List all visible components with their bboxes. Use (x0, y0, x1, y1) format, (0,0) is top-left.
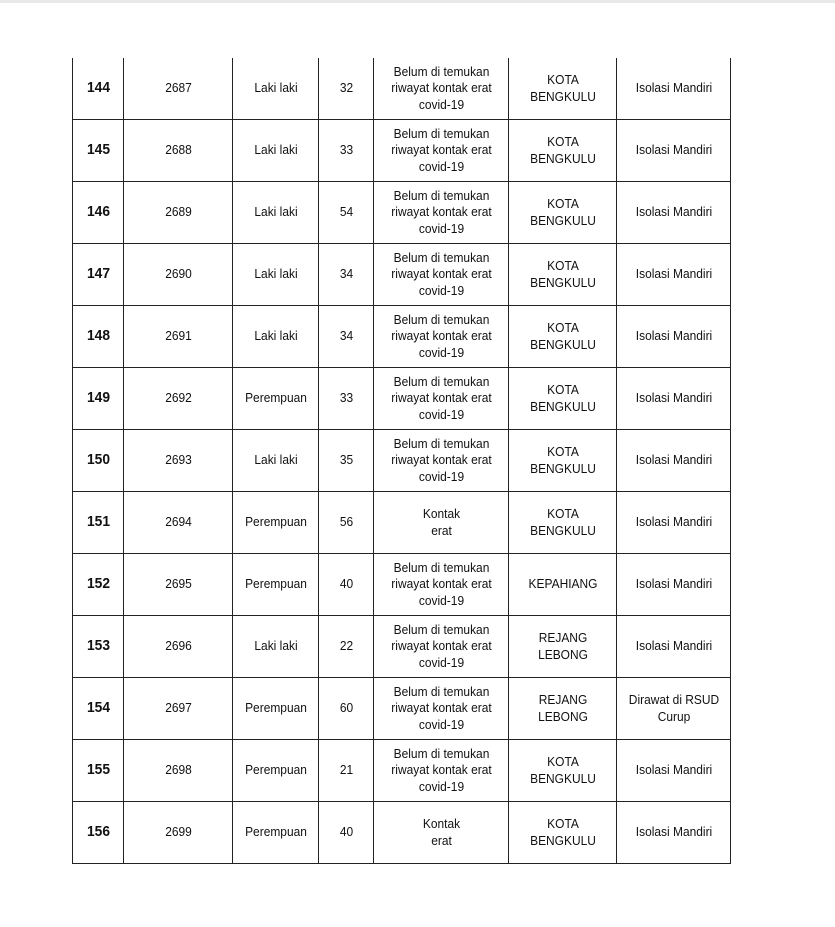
age-cell: 32 (321, 58, 372, 120)
region-cell (513, 554, 612, 616)
age-cell: 40 (321, 554, 372, 616)
case-table (72, 58, 731, 864)
region-cell-line: KOTA (546, 816, 579, 831)
region-cell (513, 306, 612, 368)
history-cell-line: riwayat kontak erat (390, 204, 492, 220)
history-cell (379, 678, 503, 740)
table-row (73, 492, 731, 554)
case-number-cell: 150 (75, 430, 122, 492)
region-cell-line: BENGKULU (529, 770, 596, 786)
status-cell-line: Isolasi Mandiri (635, 266, 712, 282)
case-id-cell: 2688 (128, 120, 228, 182)
history-cell (379, 120, 503, 182)
history-cell-line: riwayat kontak erat (390, 142, 492, 158)
gender-cell: Perempuan (236, 368, 315, 430)
region-cell-line: KOTA (546, 754, 579, 769)
history-cell-line: covid-19 (418, 592, 464, 608)
table-row (73, 182, 731, 244)
history-cell-line: Belum di temukan (393, 745, 489, 761)
region-cell-line: LEBONG (537, 646, 588, 662)
region-cell (513, 678, 612, 740)
region-cell-line: REJANG (538, 692, 587, 707)
case-number-cell: 152 (75, 554, 122, 616)
status-cell-line: Isolasi Mandiri (635, 452, 712, 468)
history-cell-line: riwayat kontak erat (390, 700, 492, 716)
status-cell (621, 120, 726, 182)
history-cell (379, 58, 503, 120)
region-cell-line: BENGKULU (529, 522, 596, 538)
region-cell (513, 182, 612, 244)
history-cell-line: riwayat kontak erat (390, 638, 492, 654)
case-number-cell: 151 (75, 492, 122, 554)
gender-cell: Laki laki (236, 306, 315, 368)
history-cell-line: Belum di temukan (393, 187, 489, 203)
page-top-band (0, 0, 835, 3)
history-cell (379, 430, 503, 492)
gender-cell: Laki laki (236, 58, 315, 120)
case-id-cell: 2691 (128, 306, 228, 368)
region-cell-line: BENGKULU (529, 212, 596, 228)
region-cell (513, 802, 612, 864)
gender-cell: Laki laki (236, 244, 315, 306)
case-id-cell: 2696 (128, 616, 228, 678)
history-cell-line: Belum di temukan (393, 249, 489, 265)
case-id-cell: 2692 (128, 368, 228, 430)
age-cell: 54 (321, 182, 372, 244)
history-cell (379, 616, 503, 678)
region-cell (513, 616, 612, 678)
history-cell-line: Belum di temukan (393, 621, 489, 637)
region-cell (513, 244, 612, 306)
case-id-cell: 2693 (128, 430, 228, 492)
status-cell-line: Isolasi Mandiri (635, 328, 712, 344)
history-cell (379, 740, 503, 802)
history-cell (379, 368, 503, 430)
region-cell (513, 120, 612, 182)
region-cell-line: KOTA (546, 134, 579, 149)
status-cell (621, 306, 726, 368)
history-cell-line: Belum di temukan (393, 435, 489, 451)
status-cell-line: Isolasi Mandiri (635, 80, 712, 96)
table-row (73, 554, 731, 616)
case-id-cell: 2698 (128, 740, 228, 802)
gender-cell: Perempuan (236, 554, 315, 616)
age-cell: 34 (321, 306, 372, 368)
status-cell-line: Isolasi Mandiri (635, 576, 712, 592)
history-cell-line: riwayat kontak erat (390, 390, 492, 406)
case-table-body (73, 58, 731, 864)
region-cell-line: KOTA (546, 382, 579, 397)
gender-cell: Laki laki (236, 616, 315, 678)
age-cell: 33 (321, 120, 372, 182)
history-cell-line: covid-19 (418, 96, 464, 112)
history-cell (379, 244, 503, 306)
status-cell-line: Isolasi Mandiri (635, 514, 712, 530)
gender-cell: Laki laki (236, 182, 315, 244)
table-row (73, 306, 731, 368)
table-row (73, 58, 731, 120)
gender-cell: Laki laki (236, 430, 315, 492)
table-row (73, 802, 731, 864)
region-cell-line: REJANG (538, 630, 587, 645)
status-cell-line: Curup (657, 708, 690, 724)
status-cell (621, 182, 726, 244)
region-cell-line: BENGKULU (529, 832, 596, 848)
history-cell-line: erat (430, 832, 452, 848)
case-number-cell: 146 (75, 182, 122, 244)
history-cell-line: covid-19 (418, 344, 464, 360)
history-cell-line: Kontak (422, 816, 460, 831)
history-cell-line: Belum di temukan (393, 373, 489, 389)
age-cell: 33 (321, 368, 372, 430)
history-cell-line: Belum di temukan (393, 683, 489, 699)
case-number-cell: 155 (75, 740, 122, 802)
history-cell-line: covid-19 (418, 716, 464, 732)
region-cell-line: BENGKULU (529, 274, 596, 290)
history-cell-line: covid-19 (418, 406, 464, 422)
status-cell-line: Isolasi Mandiri (635, 390, 712, 406)
case-number-cell: 144 (75, 58, 122, 120)
status-cell (621, 802, 726, 864)
region-cell-line: BENGKULU (529, 88, 596, 104)
status-cell-line: Dirawat di RSUD (628, 692, 719, 707)
history-cell-line: covid-19 (418, 220, 464, 236)
age-cell: 22 (321, 616, 372, 678)
status-cell-line: Isolasi Mandiri (635, 824, 712, 840)
gender-cell: Perempuan (236, 492, 315, 554)
table-row (73, 368, 731, 430)
case-number-cell: 145 (75, 120, 122, 182)
case-id-cell: 2690 (128, 244, 228, 306)
region-cell (513, 58, 612, 120)
age-cell: 21 (321, 740, 372, 802)
table-row (73, 616, 731, 678)
region-cell-line: BENGKULU (529, 460, 596, 476)
region-cell-line: KOTA (546, 320, 579, 335)
history-cell (379, 554, 503, 616)
history-cell (379, 492, 503, 554)
history-cell (379, 306, 503, 368)
region-cell-line: KOTA (546, 258, 579, 273)
history-cell-line: covid-19 (418, 778, 464, 794)
region-cell-line: BENGKULU (529, 150, 596, 166)
region-cell (513, 430, 612, 492)
case-id-cell: 2687 (128, 58, 228, 120)
case-id-cell: 2697 (128, 678, 228, 740)
history-cell-line: covid-19 (418, 158, 464, 174)
age-cell: 56 (321, 492, 372, 554)
status-cell-line: Isolasi Mandiri (635, 204, 712, 220)
history-cell-line: covid-19 (418, 654, 464, 670)
history-cell-line: covid-19 (418, 468, 464, 484)
table-row (73, 244, 731, 306)
case-number-cell: 153 (75, 616, 122, 678)
gender-cell: Perempuan (236, 678, 315, 740)
region-cell-line: KOTA (546, 72, 579, 87)
region-cell-line: BENGKULU (529, 398, 596, 414)
history-cell (379, 802, 503, 864)
history-cell (379, 182, 503, 244)
case-id-cell: 2689 (128, 182, 228, 244)
case-number-cell: 149 (75, 368, 122, 430)
status-cell (621, 554, 726, 616)
table-row (73, 678, 731, 740)
case-number-cell: 148 (75, 306, 122, 368)
region-cell (513, 368, 612, 430)
status-cell-line: Isolasi Mandiri (635, 762, 712, 778)
history-cell-line: Kontak (422, 506, 460, 521)
history-cell-line: Belum di temukan (393, 63, 489, 79)
history-cell-line: riwayat kontak erat (390, 762, 492, 778)
region-cell-line: KOTA (546, 444, 579, 459)
history-cell-line: Belum di temukan (393, 559, 489, 575)
history-cell-line: erat (430, 522, 452, 538)
gender-cell: Perempuan (236, 740, 315, 802)
region-cell-line: BENGKULU (529, 336, 596, 352)
age-cell: 35 (321, 430, 372, 492)
status-cell (621, 58, 726, 120)
status-cell-line: Isolasi Mandiri (635, 638, 712, 654)
history-cell-line: riwayat kontak erat (390, 80, 492, 96)
history-cell-line: riwayat kontak erat (390, 266, 492, 282)
status-cell-line: Isolasi Mandiri (635, 142, 712, 158)
history-cell-line: Belum di temukan (393, 311, 489, 327)
region-cell (513, 740, 612, 802)
history-cell-line: riwayat kontak erat (390, 576, 492, 592)
region-cell (513, 492, 612, 554)
status-cell (621, 368, 726, 430)
region-cell-line: KEPAHIANG (528, 576, 597, 592)
case-id-cell: 2695 (128, 554, 228, 616)
history-cell-line: riwayat kontak erat (390, 452, 492, 468)
age-cell: 40 (321, 802, 372, 864)
status-cell (621, 678, 726, 740)
age-cell: 34 (321, 244, 372, 306)
case-number-cell: 154 (75, 678, 122, 740)
age-cell: 60 (321, 678, 372, 740)
history-cell-line: riwayat kontak erat (390, 328, 492, 344)
status-cell (621, 430, 726, 492)
status-cell (621, 616, 726, 678)
history-cell-line: Belum di temukan (393, 125, 489, 141)
table-row (73, 740, 731, 802)
case-id-cell: 2699 (128, 802, 228, 864)
region-cell-line: KOTA (546, 196, 579, 211)
case-number-cell: 156 (75, 802, 122, 864)
status-cell (621, 244, 726, 306)
gender-cell: Perempuan (236, 802, 315, 864)
region-cell-line: KOTA (546, 506, 579, 521)
table-row (73, 120, 731, 182)
table-row (73, 430, 731, 492)
history-cell-line: covid-19 (418, 282, 464, 298)
status-cell (621, 740, 726, 802)
status-cell (621, 492, 726, 554)
gender-cell: Laki laki (236, 120, 315, 182)
case-number-cell: 147 (75, 244, 122, 306)
case-id-cell: 2694 (128, 492, 228, 554)
region-cell-line: LEBONG (537, 708, 588, 724)
